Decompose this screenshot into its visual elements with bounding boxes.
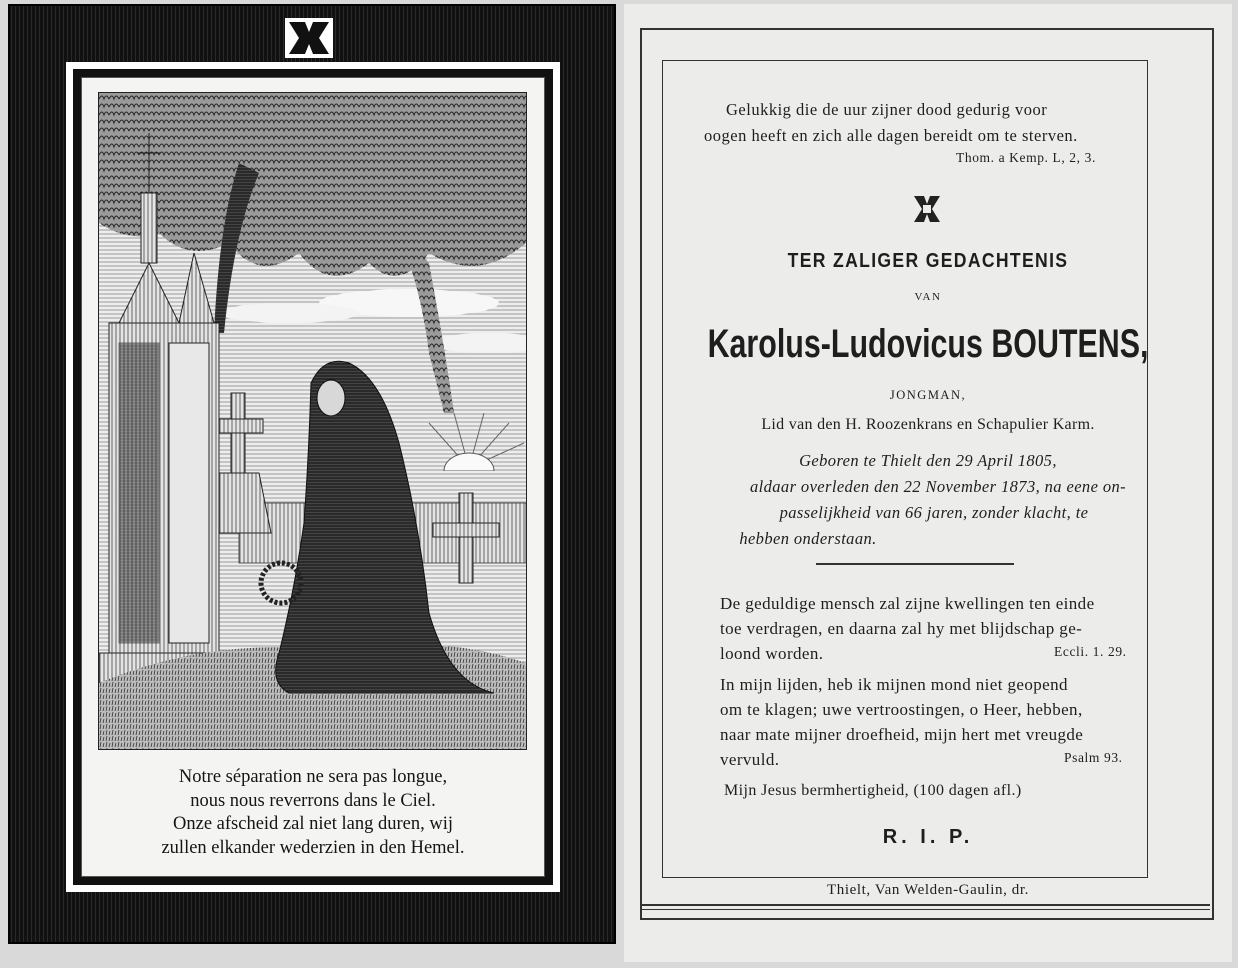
status-label: JONGMAN, (889, 388, 967, 402)
van-label: VAN (914, 291, 942, 303)
maltese-cross-icon (285, 18, 333, 58)
rip-text: R. I. P. (882, 826, 974, 848)
quote-line-1: Gelukkig die de uur zijner dood gedurig voor (726, 100, 1048, 119)
mourning-woman-at-grave-engraving (98, 92, 527, 750)
verse-line: toe verdragen, en daarna zal hy met blijdschap ge- (720, 619, 1083, 638)
left-caption (82, 766, 544, 860)
membership-line: Lid van den H. Roozenkrans en Schapulier Karm. (761, 416, 1095, 433)
prayer-line: Mijn Jesus bermhertigheid, (100 dagen afl.) (724, 782, 1022, 799)
card-title: TER ZALIGER GEDACHTENIS (787, 250, 1069, 272)
caption-line: Notre séparation ne sera pas longue, (178, 767, 448, 787)
verse-source: Eccli. 1. 29. (1054, 644, 1127, 659)
quote-line-2: oogen heeft en zich alle dagen bereidt om te sterven. (704, 126, 1078, 145)
left-memorial-card (8, 4, 616, 944)
bio-line: Geboren te Thielt den 29 April 1805, (799, 451, 1057, 470)
caption-line: nous nous reverrons dans le Ciel. (190, 790, 436, 811)
quote-source: Thom. a Kemp. L, 2, 3. (956, 150, 1096, 165)
verse-line: vervuld. (720, 750, 780, 769)
verse-line: naar mate mijner droefheid, mijn hert met vreugde (720, 725, 1084, 744)
verse-line: De geduldige mensch zal zijne kwellingen ten einde (720, 594, 1095, 613)
bio-line: aldaar overleden den 22 November 1873, na eene on- (749, 477, 1127, 496)
divider-rule (816, 563, 1014, 565)
caption-line: zullen elkander wederzien in den Hemel. (161, 837, 465, 858)
bio-line: passelijkheid van 66 jaren, zonder klacht, te (779, 503, 1089, 522)
verse-line: In mijn lijden, heb ik mijnen mond niet geopend (720, 675, 1068, 694)
verse-line: om te klagen; uwe vertroostingen, o Heer, hebben, (720, 700, 1083, 719)
card-frame (66, 62, 560, 892)
bottom-rule (640, 904, 1210, 906)
printer-credit: Thielt, Van Welden-Gaulin, dr. (826, 882, 1030, 898)
right-memorial-card (624, 4, 1232, 962)
verse-source: Psalm 93. (1064, 750, 1123, 765)
verse-line: loond worden. (720, 644, 824, 663)
deceased-name: Karolus-Ludovicus BOUTENS, (707, 322, 1149, 366)
maltese-cross-icon (912, 194, 942, 224)
bottom-rule (640, 909, 1210, 910)
caption-line: Onze afscheid zal niet lang duren, wij (173, 814, 453, 834)
bio-line: hebben onderstaan. (739, 529, 877, 548)
